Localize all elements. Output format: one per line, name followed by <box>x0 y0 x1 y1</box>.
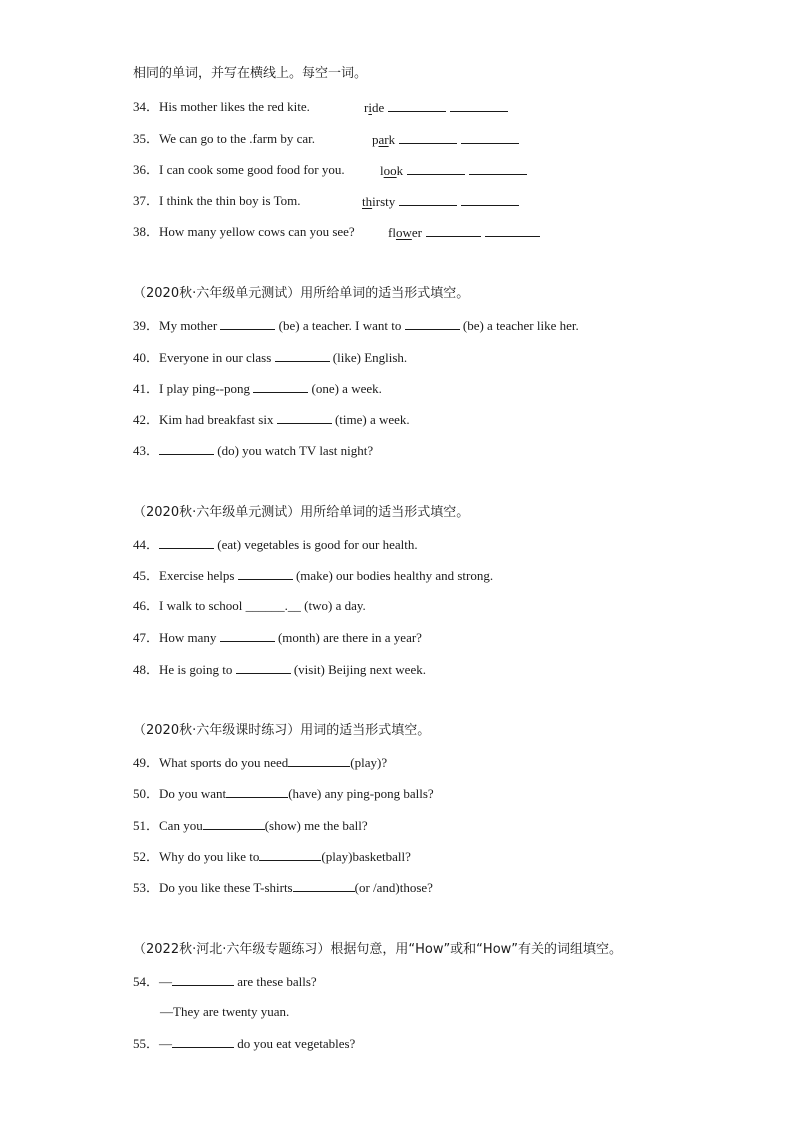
question-text: I can cook some good food for you. <box>159 162 345 177</box>
answer-blank[interactable] <box>275 349 330 362</box>
question-55: 55．— do you eat vegetables? <box>133 1036 356 1051</box>
question-52: 52．Why do you like to (play)basketball? <box>133 849 411 864</box>
question-43: 43． (do) you watch TV last night? <box>133 443 374 458</box>
question-text: We can go to the .farm by car. <box>159 131 315 146</box>
question-53: 53．Do you like these T-shirts (or /and)those? <box>133 880 433 895</box>
hint-word-38: flower <box>388 224 540 241</box>
question-number: 37． <box>133 193 160 208</box>
question-42: 42．Kim had breakfast six (time) a week. <box>133 412 410 427</box>
question-41: 41．I play ping--pong (one) a week. <box>133 381 382 396</box>
answer-blank[interactable] <box>253 380 308 393</box>
question-text: How many yellow cows can you see? <box>159 224 355 239</box>
answer-blank[interactable] <box>485 224 540 237</box>
question-44: 44． (eat) vegetables is good for our health. <box>133 537 418 552</box>
question-45: 45．Exercise helps (make) our bodies healthy and strong. <box>133 568 494 583</box>
answer-blank[interactable] <box>461 193 519 206</box>
answer-blank[interactable] <box>159 442 214 455</box>
answer-blank[interactable] <box>288 754 350 767</box>
answer-blank[interactable] <box>293 879 355 892</box>
answer-blank[interactable] <box>277 411 332 424</box>
hint-word-34: ride <box>364 99 508 116</box>
question-47: 47．How many (month) are there in a year? <box>133 630 422 645</box>
hint-word-37: thirsty <box>362 193 519 210</box>
question-48: 48．He is going to (visit) Beijing next week. <box>133 662 426 677</box>
question-54: 54．— are these balls? <box>133 974 317 989</box>
answer-blank[interactable] <box>405 317 460 330</box>
section-heading: （2022秋·河北·六年级专题练习）根据句意，用“How”或和“How”有关的词组填空。 <box>133 942 623 957</box>
question-51: 51．Can you (show) me the ball? <box>133 818 368 833</box>
question-number: 35． <box>133 131 160 146</box>
answer-blank[interactable] <box>203 817 265 830</box>
section-heading: （2020秋·六年级单元测试）用所给单词的适当形式填空。 <box>133 505 470 520</box>
question-34 <box>133 99 310 115</box>
question-38 <box>133 224 355 240</box>
hint-word-36: look <box>380 162 527 179</box>
question-49: 49．What sports do you need (play)? <box>133 755 388 770</box>
question-text: His mother likes the red kite. <box>159 99 310 114</box>
section-heading: （2020秋·六年级单元测试）用所给单词的适当形式填空。 <box>133 286 470 301</box>
answer-blank[interactable] <box>159 536 214 549</box>
question-number: 36． <box>133 162 160 177</box>
answer-blank[interactable] <box>388 99 446 112</box>
answer-blank[interactable] <box>226 785 288 798</box>
answer-blank[interactable] <box>220 317 275 330</box>
question-40: 40．Everyone in our class (like) English. <box>133 350 408 365</box>
instruction-text: 相同的单词，并写在横线上。每空一词。 <box>133 66 368 81</box>
dialogue-answer: —They are twenty yuan. <box>160 1004 290 1019</box>
question-46: 46．I walk to school ______.__ (two) a day. <box>133 598 366 613</box>
question-number: 38． <box>133 224 160 239</box>
question-39: 39．My mother (be) a teacher. I want to (be) a teacher like her. <box>133 318 579 333</box>
answer-blank[interactable] <box>469 162 527 175</box>
answer-blank[interactable] <box>450 99 508 112</box>
question-50: 50．Do you want (have) any ping-pong balls? <box>133 786 434 801</box>
answer-blank[interactable] <box>399 193 457 206</box>
question-35 <box>133 131 315 147</box>
answer-blank[interactable] <box>259 848 321 861</box>
answer-blank[interactable] <box>172 973 234 986</box>
answer-blank[interactable] <box>407 162 465 175</box>
answer-blank[interactable] <box>236 661 291 674</box>
answer-blank[interactable]: ______.__ <box>245 598 301 613</box>
answer-blank[interactable] <box>426 224 481 237</box>
hint-word-35: park <box>372 131 519 148</box>
answer-blank[interactable] <box>172 1035 234 1048</box>
question-36 <box>133 162 345 178</box>
answer-blank[interactable] <box>238 567 293 580</box>
answer-blank[interactable] <box>461 131 519 144</box>
question-37 <box>133 193 301 209</box>
answer-blank[interactable] <box>220 629 275 642</box>
section-heading: （2020秋·六年级课时练习）用词的适当形式填空。 <box>133 723 431 738</box>
question-number: 34． <box>133 99 160 114</box>
answer-blank[interactable] <box>399 131 457 144</box>
question-text: I think the thin boy is Tom. <box>159 193 301 208</box>
